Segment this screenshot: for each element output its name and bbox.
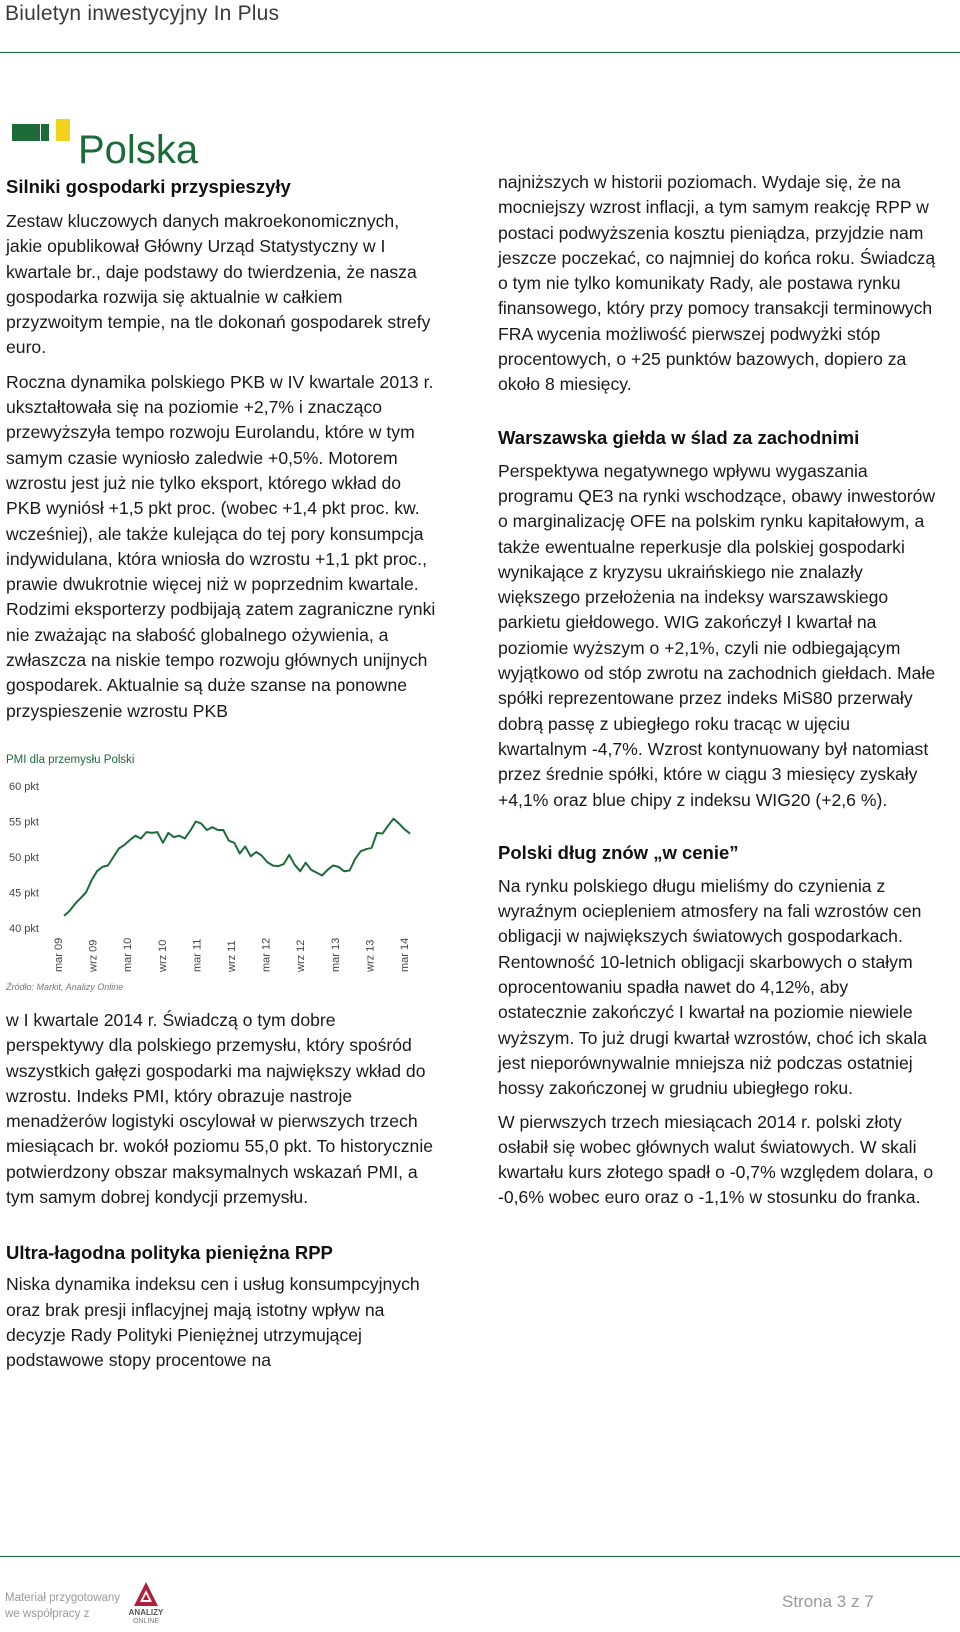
x-tick-label: wrz 10 xyxy=(156,939,169,972)
pmi-chart-svg xyxy=(6,780,426,1034)
header-rule xyxy=(0,52,960,53)
x-tick-label: mar 11 xyxy=(191,938,204,972)
y-tick-label: 55 pkt xyxy=(9,816,39,829)
heading-polityka: Ultra-łagodna polityka pieniężna RPP xyxy=(6,1242,333,1264)
x-tick-label: wrz 11 xyxy=(226,940,238,972)
left-column-bottom xyxy=(6,1008,438,1374)
section-title: Polska xyxy=(78,127,199,172)
section-marker xyxy=(12,119,70,141)
x-tick-label: mar 09 xyxy=(53,937,65,972)
paragraph: Zestaw kluczowych danych makroekonomicznych, jakie opublikował Główny Urząd Statystyczny w I kwartale br., daje podstawy do twierdzenia, że nasza gospodarka rozwija się aktualnie w całkiem przyzwoitym tempie, na tle dokonań gospodarek strefy euro. xyxy=(6,211,431,358)
analizy-online-logo xyxy=(124,1580,168,1624)
paragraph: najniższych w historii poziomach. Wydaje się, że na mocniejszy wzrost inflacji, a tym samym reakcję RPP w postaci podwyższenia kosztu pieniądza, przyjdzie nam jeszcze poczekać, co najmniej do końca roku. Świadczą o tym nie tylko komunikaty Rady, ale postawa rynku finansowego, który przy pomocy transakcji terminowych FRA wycenia możliwość pierwszej podwyżki stóp procentowych, o +25 punktów bazowych, dopiero za około 8 miesięcy. xyxy=(498,172,936,395)
logo-text-2: ONLINE xyxy=(132,1618,160,1624)
paragraph: Niska dynamika indeksu cen i usług konsumpcyjnych oraz brak presji inflacyjnej mają istotny wpływ na decyzje Rady Polityki Pieniężnej utrzymującej podstawowe stopy procentowe na xyxy=(6,1274,420,1371)
y-tick-label: 50 pkt xyxy=(9,852,39,864)
heading-silniki: Silniki gospodarki przyspieszyły xyxy=(6,176,291,197)
paragraph: w I kwartale 2014 r. Świadczą o tym dobre perspektywy dla polskiego przemysłu, który spośród wszystkich gałęzi gospodarki ma największy wkład do wzrostu. Indeks PMI, który obrazuje nastroje menadżerów logistyki oscylował w pierwszych trzech miesiącach br. wokół poziomu 55,0 pkt. To historycznie potwierdzony obszar maksymalnych wskazań PMI, a tym samym dobrej kondycji przemysłu. xyxy=(6,1010,434,1208)
left-column-top xyxy=(6,174,438,724)
right-column xyxy=(498,170,938,1211)
x-tick-label: mar 14 xyxy=(399,937,411,972)
heading-gielda: Warszawska giełda w ślad za zachodnimi xyxy=(498,426,860,448)
paragraph: Roczna dynamika polskiego PKB w IV kwartale 2013 r. ukształtowała się na poziomie +2,7% i znacząco przewyższyła tempo rozwoju Eurolandu, które w tym samym czasie wyniosło zaledwie +0,5%. Motorem wzrostu jest już nie tylko eksport, którego wkład do PKB wyniósł +1,5 pkt proc. (wobec +1,4 pkt proc. kw. wcześniej), ale także kulejąca do tej pory konsumpcja indywidulana, która wniosła do wzrostu +1,1 pkt proc., prawie dwukrotnie więcej niż w poprzednim kwartale. Rodzimi eksporterzy podbijają zatem zagraniczne rynki nie zważając na słabość globalnego ożywienia, a zwłaszcza na niskie tempo rozwoju głównych unijnych gospodarek. Aktualnie są duże szanse na ponowne przyspieszenie wzrostu PKB xyxy=(6,371,436,721)
heading-dlug: Polski dług znów „w cenie” xyxy=(498,841,739,863)
page-number: Strona 3 z 7 xyxy=(782,1592,874,1611)
paragraph: Na rynku polskiego długu mieliśmy do czynienia z wyraźnym ociepleniem atmosfery na fali wzrostów cen obligacji w największych światowych gospodarkach. Rentowność 10-letnich obligacji skarbowych o stałym oprocentowaniu spadła nawet do 4,12%, aby ostatecznie zakończyć I kwartał na poziomie niewiele wyższym. To już drugi kwartał wzrostów, choć ich skala jest nieporównywalnie mniejsza niż podczas ostatniej hossy zakończonej w grudniu ubiegłego roku. xyxy=(498,875,927,1099)
paragraph: Perspektywa negatywnego wpływu wygaszania programu QE3 na rynki wschodzące, obawy inwestorów o marginalizację OFE na polskim rynku kapitałowym, a także ewentualne reperkusje dla polskiej gospodarki wynikające z kryzysu ukraińskiego nie znalazły większego przełożenia na indeksy warszawskiego parkietu giełdowego. WIG zakończył I kwartał na poziomie wyższym o +2,1%, czyli nie odbiegającym wyjątkowo od stóp zwrotu na zachodnich giełdach. Małe spółki reprezentowane przez indeks MiS80 przerwały dobrą passę z ubiegłego roku tracąc w ujęciu kwartalnym -4,7%. Wzrost kontynuowany był natomiast przez średnie spółki, które w ciągu 3 miesięcy zyskały +4,1% oraz blue chipy z indeksu WIG20 (+2,6 %). xyxy=(498,460,936,810)
y-tick-label: 40 pkt xyxy=(9,923,39,935)
x-tick-label: wrz 12 xyxy=(295,939,308,972)
footer-credit xyxy=(5,1590,125,1622)
paragraph: W pierwszych trzech miesiącach 2014 r. polski złoty osłabił się wobec głównych walut światowych. W skali kwartału kurs złotego spadł o -0,7% względem dolara, o -0,6% wobec euro oraz o -1,1% w stosunku do franka. xyxy=(498,1111,934,1208)
pmi-chart xyxy=(6,780,426,1034)
header-title: Biuletyn inwestycyjny In Plus xyxy=(5,2,280,25)
pmi-series-line xyxy=(64,819,410,916)
chart-source: Źródło: Markit, Analizy Online xyxy=(6,982,124,992)
y-tick-label: 45 pkt xyxy=(9,887,39,900)
x-tick-label: mar 13 xyxy=(329,937,342,972)
x-tick-label: wrz 13 xyxy=(364,939,377,972)
footer-rule xyxy=(0,1556,960,1557)
x-tick-label: wrz 09 xyxy=(87,939,100,972)
y-tick-label: 60 pkt xyxy=(9,781,39,793)
footer-credit-line2: we współpracy z xyxy=(5,1608,90,1620)
chart-title-text: PMI dla przemysłu Polski xyxy=(6,754,135,766)
x-tick-label: mar 10 xyxy=(122,937,135,972)
footer-credit-line1: Materiał przygotowany xyxy=(5,1592,121,1604)
logo-text-1: ANALIZY xyxy=(128,1608,164,1617)
x-tick-label: mar 12 xyxy=(260,937,273,972)
